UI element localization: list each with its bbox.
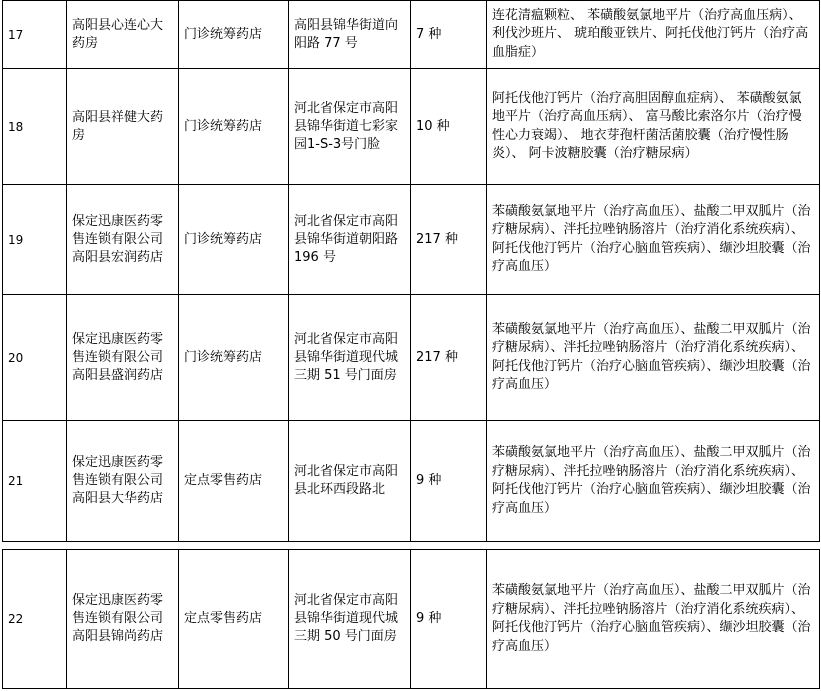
pharmacy-type: 门诊统筹药店 [179, 0, 289, 69]
pharmacy-table-continued [2, 549, 820, 689]
pharmacy-type: 门诊统筹药店 [179, 185, 289, 295]
row-number: 18 [2, 69, 67, 185]
table-row [2, 0, 820, 69]
drug-list: 苯磺酸氨氯地平片（治疗高血压）、盐酸二甲双胍片（治疗糖尿病）、泮托拉唑钠肠溶片（治疗消化系统疾病）、阿托伐他汀钙片（治疗心脑血管疾病）、缬沙坦胶囊（治疗高血压） [487, 295, 820, 421]
pharmacy-address: 高阳县锦华街道向阳路 77 号 [289, 0, 411, 69]
pharmacy-name: 保定迅康医药零售连锁有限公司高阳县宏润药店 [67, 185, 179, 295]
row-number: 17 [2, 0, 67, 69]
drug-count: 10 种 [411, 69, 487, 185]
pharmacy-type: 定点零售药店 [179, 421, 289, 542]
drug-count: 9 种 [411, 421, 487, 542]
drug-list: 苯磺酸氨氯地平片（治疗高血压）、盐酸二甲双胍片（治疗糖尿病）、泮托拉唑钠肠溶片（治疗消化系统疾病）、阿托伐他汀钙片（治疗心脑血管疾病）、缬沙坦胶囊（治疗高血压） [487, 185, 820, 295]
drug-count: 7 种 [411, 0, 487, 69]
pharmacy-name: 高阳县心连心大药房 [67, 0, 179, 69]
table-row [2, 295, 820, 421]
pharmacy-address: 河北省保定市高阳县锦华街道现代城三期 51 号门面房 [289, 295, 411, 421]
pharmacy-name: 保定迅康医药零售连锁有限公司高阳县大华药店 [67, 421, 179, 542]
pharmacy-name: 保定迅康医药零售连锁有限公司高阳县锦尚药店 [67, 549, 179, 689]
pharmacy-address: 河北省保定市高阳县北环西段路北 [289, 421, 411, 542]
table-row [2, 549, 820, 689]
row-number: 19 [2, 185, 67, 295]
drug-count: 9 种 [411, 549, 487, 689]
pharmacy-address: 河北省保定市高阳县锦华街道现代城三期 50 号门面房 [289, 549, 411, 689]
pharmacy-table [2, 0, 820, 542]
pharmacy-name: 保定迅康医药零售连锁有限公司高阳县盛润药店 [67, 295, 179, 421]
drug-list: 苯磺酸氨氯地平片（治疗高血压）、盐酸二甲双胍片（治疗糖尿病）、泮托拉唑钠肠溶片（治疗消化系统疾病）、阿托伐他汀钙片（治疗心脑血管疾病）、缬沙坦胶囊（治疗高血压） [487, 549, 820, 689]
pharmacy-type: 定点零售药店 [179, 549, 289, 689]
drug-list: 苯磺酸氨氯地平片（治疗高血压）、盐酸二甲双胍片（治疗糖尿病）、泮托拉唑钠肠溶片（治疗消化系统疾病）、阿托伐他汀钙片（治疗心脑血管疾病）、缬沙坦胶囊（治疗高血压） [487, 421, 820, 542]
row-number: 22 [2, 549, 67, 689]
drug-count: 217 种 [411, 185, 487, 295]
row-number: 20 [2, 295, 67, 421]
table-row [2, 69, 820, 185]
drug-list: 阿托伐他汀钙片（治疗高胆固醇血症病）、 苯磺酸氨氯地平片（治疗高血压病）、 富马酸比索洛尔片（治疗慢性心力衰竭）、 地衣芽孢杆菌活菌胶囊（治疗慢性肠炎）、 阿卡波糖胶囊（治疗糖尿病） [487, 69, 820, 185]
table-row [2, 185, 820, 295]
pharmacy-type: 门诊统筹药店 [179, 295, 289, 421]
drug-list: 连花清瘟颗粒、 苯磺酸氨氯地平片（治疗高血压病）、利伐沙班片、 琥珀酸亚铁片、阿托伐他汀钙片（治疗高血脂症） [487, 0, 820, 69]
pharmacy-address: 河北省保定市高阳县锦华街道朝阳路 196 号 [289, 185, 411, 295]
table-row [2, 421, 820, 542]
row-number: 21 [2, 421, 67, 542]
drug-count: 217 种 [411, 295, 487, 421]
pharmacy-name: 高阳县祥健大药房 [67, 69, 179, 185]
pharmacy-type: 门诊统筹药店 [179, 69, 289, 185]
pharmacy-address: 河北省保定市高阳县锦华街道七彩家园1-S-3号门脸 [289, 69, 411, 185]
